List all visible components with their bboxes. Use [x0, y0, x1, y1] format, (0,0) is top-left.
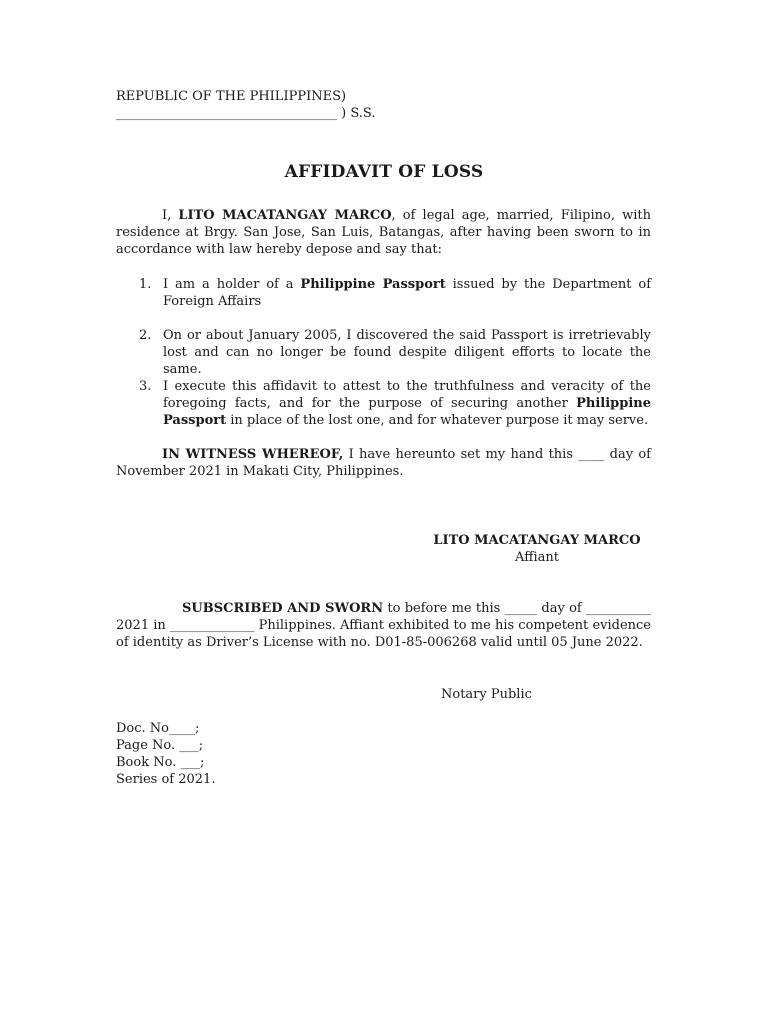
venue-header [116, 88, 376, 122]
jurat-paragraph [116, 600, 651, 651]
affiant-name: LITO MACATANGAY MARCO [433, 533, 641, 548]
list-item-text: I am a holder of a [163, 277, 301, 292]
affiant-label: Affiant [515, 550, 559, 565]
doc-number: Doc. No____; [116, 721, 200, 736]
jurat-text: to before me this _____ day of __________ 2021 in _____________ Philippines. Affiant exhibited to me his competent evidence of identity as Driver’s License with no. D01-85-006268 valid until 05 June 2022. [116, 601, 652, 650]
intro-paragraph [116, 207, 651, 258]
list-number: 3. [139, 379, 152, 394]
affiant-name-intro: LITO MACATANGAY MARCO [178, 208, 392, 223]
intro-text-rest: , of legal age, married, Filipino, with residence at Brgy. San Jose, San Luis, Batangas, after having been sworn to in accordance with law hereby depose and say that: [116, 208, 651, 257]
list-item-bold: Philippine Passport [163, 396, 651, 428]
notary-public-label: Notary Public [441, 687, 532, 702]
witness-paragraph [116, 446, 651, 480]
page-number: Page No. ___; [116, 738, 204, 753]
list-item-bold: Philippine Passport [300, 277, 446, 292]
list-number: 1. [139, 277, 152, 292]
book-number: Book No. ___; [116, 755, 205, 770]
venue-line-republic: REPUBLIC OF THE PHILIPPINES) [116, 89, 347, 104]
list-item-text: in place of the lost one, and for whatever purpose it may serve. [226, 413, 649, 428]
notarial-record [116, 720, 215, 788]
list-item [139, 276, 652, 310]
jurat-bold: SUBSCRIBED AND SWORN [182, 601, 384, 616]
list-item-text: I execute this affidavit to attest to the truthfulness and veracity of the foregoing facts, and for the purpose of securing another [163, 379, 651, 411]
series-year: Series of 2021. [116, 772, 216, 787]
list-item-text: issued by the Department of Foreign Affairs [163, 277, 652, 309]
list-item-text: On or about January 2005, I discovered the said Passport is irretrievably lost and can no longer be found despite diligent efforts to locate the same. [163, 328, 651, 377]
venue-blank: __________________________________ [116, 106, 337, 121]
document-title: AFFIDAVIT OF LOSS [284, 162, 484, 182]
venue-ss: ) S.S. [337, 106, 376, 121]
venue-line-ss [116, 105, 376, 122]
witness-bold: IN WITNESS WHEREOF, [162, 447, 344, 462]
list-number: 2. [139, 328, 152, 343]
list-item [139, 327, 651, 378]
list-item [139, 378, 651, 429]
witness-text: I have hereunto set my hand this ____ day of November 2021 in Makati City, Philippines. [116, 447, 651, 479]
intro-text-start: I, [162, 208, 179, 223]
affiant-signature-block [426, 532, 648, 566]
